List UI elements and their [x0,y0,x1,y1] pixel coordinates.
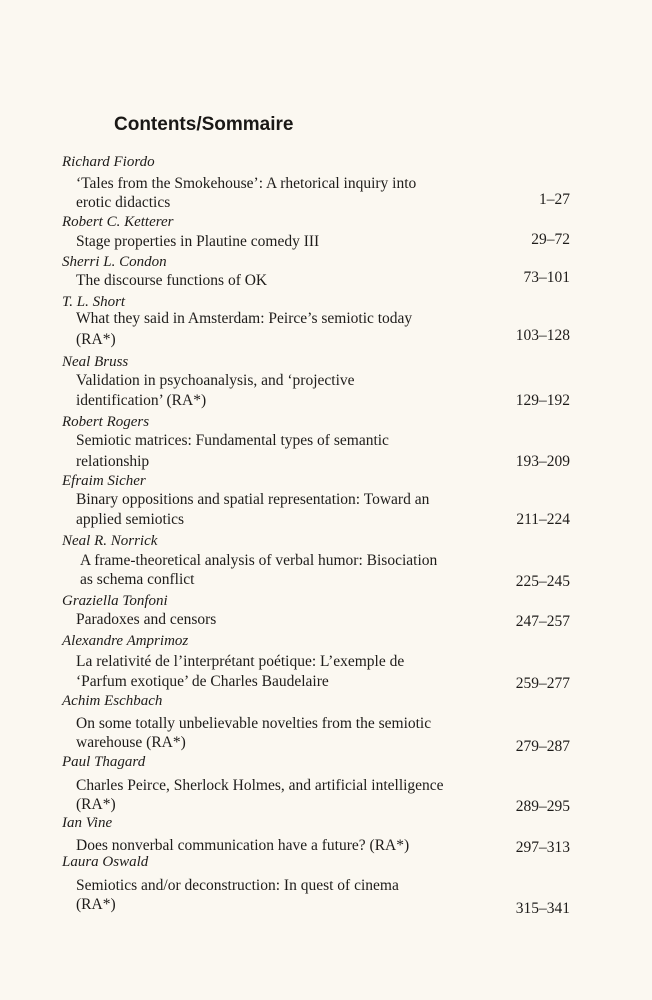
entry-title-line: Semiotics and/or deconstruction: In quest of cinema [76,877,399,894]
entry-title-line: Does nonverbal communication have a future? (RA*) [76,837,410,854]
entry-page-range: 193–209 [515,453,570,470]
entry-author: Laura Oswald [62,854,149,870]
entry-title-line: Charles Peirce, Sherlock Holmes, and artificial intelligence [76,777,444,794]
entry-title-line: Paradoxes and censors [76,611,217,628]
entry-page-range: 103–128 [515,327,570,344]
entry-page-range: 247–257 [515,613,570,630]
entry-author: Paul Thagard [62,754,146,770]
entry-title-line: The discourse functions of OK [76,272,268,289]
entry-title-line: Binary oppositions and spatial representation: Toward an [76,491,430,508]
entry-title-line: (RA*) [76,796,116,813]
entry-author: Achim Eschbach [62,693,163,709]
entry-author: Efraim Sicher [62,473,146,489]
entry-title-line: relationship [76,453,150,470]
entry-page-range: 315–341 [515,900,570,917]
entry-page-range: 279–287 [515,738,570,755]
entry-page-range: 1–27 [539,191,570,208]
entry-page-range: 259–277 [515,675,570,692]
entry-title-line: Semiotic matrices: Fundamental types of semantic [76,432,389,449]
entry-author: Ian Vine [62,815,113,831]
entry-author: Richard Fiordo [62,154,155,170]
entry-author: Graziella Tonfoni [62,593,168,609]
entry-page-range: 129–192 [515,392,570,409]
entry-page-range: 73–101 [523,269,570,286]
entry-author: T. L. Short [62,294,126,310]
entry-page-range: 297–313 [515,839,570,856]
entry-author: Alexandre Amprimoz [62,633,189,649]
page-title: Contents/Sommaire [114,114,294,135]
entry-title-line: La relativité de l’interprétant poétique: L’exemple de [76,653,405,670]
entry-title-line: ‘Tales from the Smokehouse’: A rhetorical inquiry into [76,175,417,192]
entry-title-line: Stage properties in Plautine comedy III [76,233,320,250]
entry-title-line: Validation in psychoanalysis, and ‘projective [76,372,355,389]
entry-title-line: identification’ (RA*) [76,392,207,409]
entry-page-range: 29–72 [531,231,570,248]
entry-author: Neal R. Norrick [62,533,158,549]
entry-author: Neal Bruss [62,354,129,370]
entry-title-line: What they said in Amsterdam: Peirce’s semiotic today [76,310,413,327]
entry-title-line: (RA*) [76,896,116,913]
entry-page-range: 211–224 [516,511,570,528]
entry-title-line: erotic didactics [76,194,171,211]
entry-title-line: as schema conflict [80,571,195,588]
entry-author: Sherri L. Condon [62,254,167,270]
entry-author: Robert Rogers [62,414,150,430]
entry-title-line: ‘Parfum exotique’ de Charles Baudelaire [76,673,329,690]
entry-title-line: warehouse (RA*) [76,734,186,751]
entry-page-range: 225–245 [515,573,570,590]
entry-author: Robert C. Ketterer [62,214,174,230]
entry-title-line: (RA*) [76,331,116,348]
entry-title-line: On some totally unbelievable novelties from the semiotic [76,715,432,732]
entry-page-range: 289–295 [515,798,570,815]
entry-title-line: A frame-theoretical analysis of verbal humor: Bisociation [80,552,438,569]
entry-title-line: applied semiotics [76,511,185,528]
